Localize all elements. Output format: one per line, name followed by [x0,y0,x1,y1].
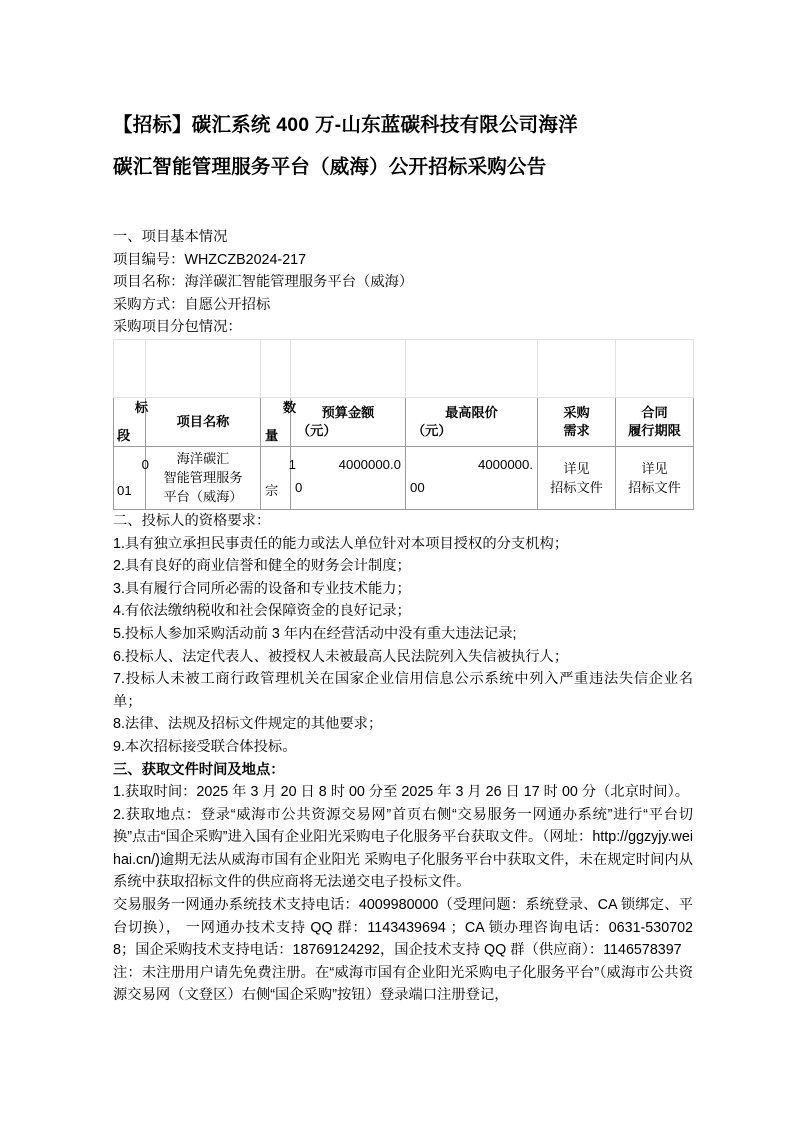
cell-demand-line-1: 详见 [563,460,590,476]
spacer-cell-1 [114,339,146,397]
qualification-item-2: 2.具有良好的商业信誉和健全的财务会计制度； [113,558,411,575]
qualification-item-1: 1.具有独立承担民事责任的能力或法人单位针对本项目授权的分支机构； [113,535,569,552]
cell-budget-amount [288,446,406,509]
cell-demand-line-2: 招标文件 [550,479,603,495]
header-demand-line-1: 采购 [563,404,590,420]
qualification-item-5: 5.投标人参加采购活动前 3 年内在经营活动中没有重大违法记录; [113,625,517,642]
acquisition-location: 2.获取地点：登录“威海市公共资源交易网”首页右侧“交易服务一网通办系统”进行“平台切换”点击“国企采购”进入国有企业阳光采购电子化服务平台获取文件。（网址：http://ggzyjy.weihai.cn/)逾期无法从威海市国有企业阳光 采购电子化服务平台中获取文件，未在规定时间内从系统中获取招标文件的供应商将无法递交电子投标文件。 [113,806,693,891]
cell-ceiling-part-1: 4000000. [477,456,533,472]
cell-contract-line-2: 招标文件 [628,479,681,495]
header-budget-line-1: 预算金额 [321,404,375,420]
acquisition-time: 1.获取时间：2025 年 3 月 20 日 8 时 00 分至 2025 年 3 月 26 日 17 时 00 分（北京时间）。 [113,784,690,801]
title-line-1: 【招标】碳汇系统 400 万-山东蓝碳科技有限公司海洋 [113,114,578,136]
table-header-row [114,397,694,446]
cell-quantity [261,446,296,509]
project-name: 项目名称：海洋碳汇智能管理服务平台（威海） [113,274,414,291]
spacer-cell-3 [261,339,291,397]
section-three-heading: 三、获取文件时间及地点： [113,761,285,778]
cell-ceiling-part-2: 00 [410,479,425,495]
header-contract-line-1: 合同 [641,404,668,420]
qualification-item-9: 9.本次招标接受联合体投标。 [113,738,297,755]
header-budget-amount [291,397,406,446]
cell-contract-line-1: 详见 [641,460,668,476]
cell-ceiling-price [406,446,538,509]
cell-quantity-part-1: 1 [288,456,296,472]
header-procurement-demand [538,397,616,446]
cell-budget-part-1: 4000000.0 [338,456,401,472]
qualification-item-3: 3.具有履行合同所必需的设备和专业技术能力； [113,580,411,597]
header-bid-section-char-1: 标 [134,399,148,415]
document-content [113,104,693,1007]
header-ceiling-line-1: 最高限价 [445,404,498,420]
title-line-2: 碳汇智能管理服务平台（威海）公开招标采购公告 [113,156,547,178]
header-demand-line-2: 需求 [563,422,590,438]
header-quantity [261,397,296,446]
packaging-label: 采购项目分包情况： [113,319,242,336]
cell-bid-section-part-2: 01 [117,482,132,498]
cell-bid-section-part-1: 0 [141,456,149,472]
header-contract-line-2: 履行期限 [628,422,681,438]
procurement-method: 采购方式：自愿公开招标 [113,296,271,313]
spacer-cell-6 [538,339,616,397]
header-bid-section-char-2: 段 [117,427,131,443]
qualification-item-6: 6.投标人、法定代表人、被授权人未被最高人民法院列入失信被执行人； [113,648,569,665]
section-two-heading: 二、投标人的资格要求： [113,512,271,529]
header-quantity-char-2: 量 [265,427,279,443]
cell-bid-section [114,446,149,509]
title-spacer [113,188,693,226]
qualification-item-4: 4.有依法缴纳税收和社会保障资金的良好记录； [113,603,411,620]
header-contract-period [616,397,694,446]
spacer-cell-2 [146,339,261,397]
qualification-item-7: 7.投标人未被工商行政管理机关在国家企业信用信息公示系统中列入严重违法失信企业名单； [113,671,693,710]
cell-budget-part-2: 0 [295,479,303,495]
cell-procurement-demand [538,446,616,509]
spacer-cell-5 [406,339,538,397]
spacer-cell-4 [291,339,406,397]
header-quantity-char-1: 数 [282,399,296,415]
header-bid-section [114,397,146,446]
spacer-cell-7 [616,339,694,397]
technical-support-contacts: 交易服务一网通办系统技术支持电话：4009980000（受理问题：系统登录、CA 锁绑定、平台切换）， 一网通办技术支持 QQ 群：1143439694 ；CA 锁办理咨询电话：0631-5307028；国企采购技术支持电话：18769124292，国企技术支持 QQ 群（供应商）：1146578397 [113,897,693,959]
header-ceiling-line-2: （元） [412,422,452,438]
bid-package-table [113,339,694,510]
header-budget-line-2: （元） [297,422,337,438]
header-project-name: 项目名称 [146,397,261,446]
header-ceiling-price [406,397,538,446]
qualification-item-8: 8.法律、法规及招标文件规定的其他要求； [113,716,383,733]
cell-project-name [146,446,261,509]
cell-quantity-part-2: 宗 [265,482,279,498]
project-number: 项目编号：WHZCZB2024-217 [113,251,307,268]
cell-project-name-line-2: 智能管理服务 [163,470,243,486]
table-spacer-row [114,339,694,397]
cell-project-name-line-1: 海洋碳汇 [176,451,230,467]
cell-project-name-line-3: 平台（威海） [163,489,243,505]
table-row [114,446,694,509]
cell-contract-period [616,446,694,509]
registration-note: 注：未注册用户请先免费注册。在“威海市国有企业阳光采购电子化服务平台”（威海市公共资源交易网（文登区）右侧“国企采购”按钮）登录端口注册登记， [113,964,693,1004]
section-one-heading: 一、项目基本情况 [113,229,228,245]
page-title [113,104,693,188]
